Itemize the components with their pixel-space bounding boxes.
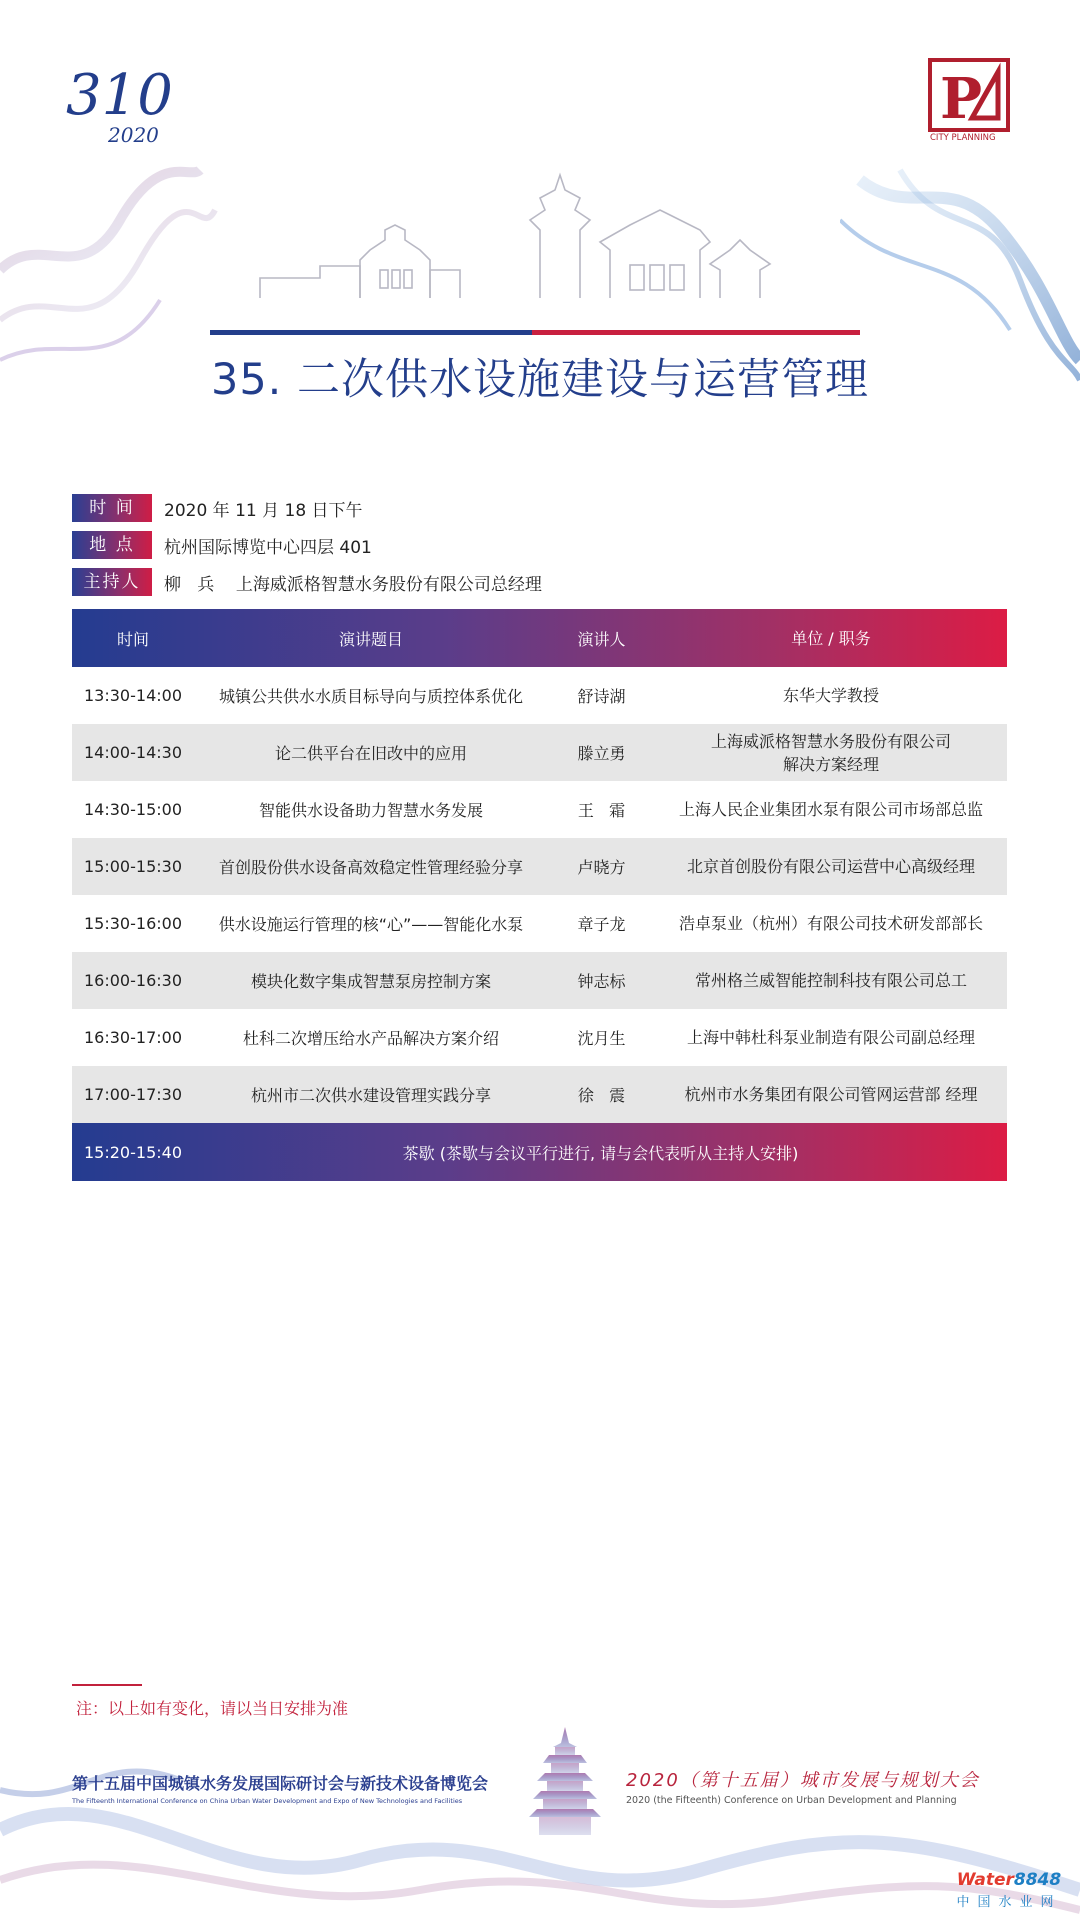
row-speaker: 滕立勇 [577,744,626,763]
footer-conference-title-en: The Fifteenth International Conference on China Urban Water Development and Expo of New Technologies and Facilities [72,1797,463,1805]
info-time-label: 时 间 [72,494,152,522]
footer-conference-title-cn: 第十五届中国城镇水务发展国际研讨会与新技术设备博览会 [72,1774,489,1793]
watermark-site-name: 中国水业网 [956,1895,1062,1910]
row-time: 14:30-15:00 [84,800,182,819]
watermark-brand: Water8848 [956,1870,1062,1890]
page-title: 35. 二次供水设施建设与运营管理 [210,355,870,405]
info-location [72,530,1012,560]
header-speaker: 演讲人 [577,629,626,649]
city-skyline-illustration [210,170,860,346]
row-speaker: 沈月生 [577,1029,626,1048]
table-row [72,952,1007,1009]
row-topic: 城镇公共供水水质目标导向与质控体系优化 [218,687,523,706]
row-topic: 杜科二次增压给水产品解决方案介绍 [242,1029,499,1048]
city-planning-logo [928,58,1010,142]
row-unit: 浩卓泵业（杭州）有限公司技术研发部部长 [678,914,983,933]
row-topic: 模块化数字集成智慧泵房控制方案 [250,972,491,991]
conference-logo-310 [66,62,196,146]
footer-note: 注：以上如有变化，请以当日安排为准 [76,1699,349,1718]
row-time: 14:00-14:30 [84,743,182,762]
info-location-value: 杭州国际博览中心四层 401 [164,537,372,558]
row-topic: 首创股份供水设备高效稳定性管理经验分享 [218,858,523,877]
table-header [72,609,1007,667]
row-time: 17:00-17:30 [84,1085,182,1104]
row-time: 13:30-14:00 [84,686,182,705]
break-time: 15:20-15:40 [84,1142,182,1162]
info-location-label: 地 点 [72,531,152,559]
footer-planning-title-en: 2020 (the Fifteenth) Conference on Urban Development and Planning [626,1795,957,1806]
info-time [72,493,1012,523]
footer-planning-title-cn: 2020（第十五届）城市发展与规划大会 [626,1770,980,1791]
table-row [72,667,1007,724]
note-divider [72,1684,142,1686]
break-text: 茶歇 (茶歇与会议平行进行, 请与会代表听从主持人安排) [402,1143,799,1163]
table-row [72,724,1007,781]
row-topic: 论二供平台在旧改中的应用 [274,744,467,763]
info-time-value: 2020 年 11 月 18 日下午 [164,500,363,521]
row-time: 15:30-16:00 [84,914,182,933]
row-speaker: 卢晓方 [577,858,626,877]
logo-year-text: 2020 [108,123,159,146]
row-topic: 供水设施运行管理的核“心”——智能化水泵 [218,915,524,934]
row-unit: 北京首创股份有限公司运营中心高级经理 [686,857,975,876]
table-row [72,838,1007,895]
row-unit: 上海人民企业集团水泵有限公司市场部总监 [678,800,983,819]
row-time: 16:00-16:30 [84,971,182,990]
header-time: 时间 [116,629,149,649]
row-unit: 上海中韩杜科泵业制造有限公司副总经理 [686,1028,975,1047]
schedule-table [72,609,1007,1181]
row-unit: 上海威派格智慧水务股份有限公司 解决方案经理 [710,731,951,774]
table-row [72,895,1007,952]
info-host-label: 主持人 [72,568,152,596]
row-topic: 杭州市二次供水建设管理实践分享 [250,1086,491,1105]
row-speaker: 徐 震 [577,1086,626,1105]
logo-p-text: P [940,66,983,132]
row-speaker: 章子龙 [577,915,626,934]
row-topic: 智能供水设备助力智慧水务发展 [258,801,483,820]
logo-caption-text: CITY PLANNING [930,133,996,142]
header-topic: 演讲题目 [338,629,403,649]
pagoda-illustration [525,1725,605,1855]
table-row [72,1009,1007,1066]
row-time: 16:30-17:00 [84,1028,182,1047]
tea-break-row [72,1123,1007,1181]
row-speaker: 舒诗湖 [577,687,626,706]
row-unit: 杭州市水务集团有限公司管网运营部 经理 [684,1085,978,1104]
row-time: 15:00-15:30 [84,857,182,876]
water8848-watermark [944,1870,1074,1910]
row-unit: 东华大学教授 [782,686,879,705]
row-speaker: 王 霜 [577,801,626,820]
table-row [72,1066,1007,1123]
row-speaker: 钟志标 [577,972,626,991]
table-row [72,781,1007,838]
header-unit: 单位 / 职务 [791,628,871,648]
info-host-value: 柳 兵 上海威派格智慧水务股份有限公司总经理 [164,574,542,595]
info-host [72,567,1012,597]
row-unit: 常州格兰威智能控制科技有限公司总工 [694,971,967,990]
logo-mark-text: 310 [66,63,173,128]
